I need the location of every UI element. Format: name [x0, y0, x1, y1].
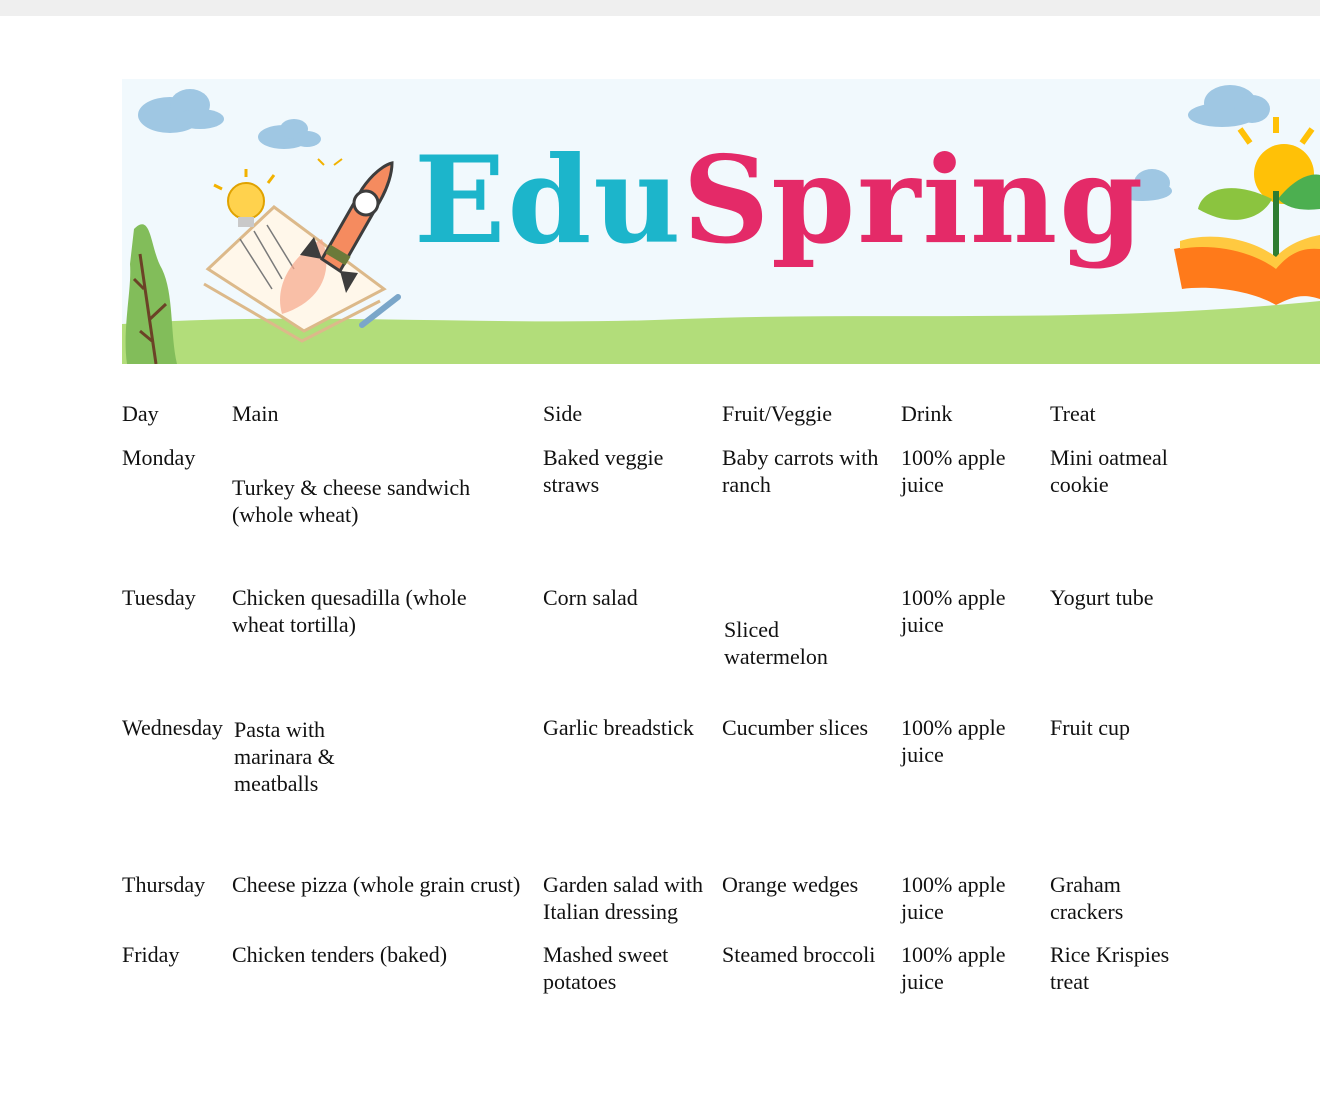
row-friday-drink: 100% apple juice — [901, 942, 1006, 994]
row-tuesday-main: Chicken quesadilla (whole wheat tortilla) — [232, 585, 467, 637]
row-wednesday-treat: Fruit cup — [1050, 715, 1131, 740]
header-day: Day — [122, 401, 159, 426]
row-thursday-day: Thursday — [122, 872, 206, 897]
row-wednesday-main: Pasta with marinara & meatballs — [234, 717, 335, 796]
brand-logo-part1: Edu — [414, 130, 683, 271]
row-thursday-main: Cheese pizza (whole grain crust) — [232, 872, 521, 897]
row-wednesday-drink: 100% apple juice — [901, 715, 1006, 767]
row-friday-treat: Rice Krispies treat — [1050, 942, 1170, 994]
header-fruit-veggie: Fruit/Veggie — [722, 401, 832, 426]
row-wednesday-fruit: Cucumber slices — [722, 715, 869, 740]
brand-logo — [414, 130, 1146, 271]
row-friday-main: Chicken tenders (baked) — [232, 942, 448, 967]
row-friday-fruit: Steamed broccoli — [722, 942, 876, 967]
row-monday-treat: Mini oatmeal cookie — [1050, 445, 1168, 497]
row-thursday-drink: 100% apple juice — [901, 872, 1006, 924]
row-wednesday-day: Wednesday — [122, 715, 223, 740]
row-tuesday-treat: Yogurt tube — [1050, 585, 1154, 610]
row-monday-day: Monday — [122, 445, 196, 470]
row-monday-side: Baked veggie straws — [543, 445, 664, 497]
header-banner — [122, 79, 1320, 364]
row-monday-fruit: Baby carrots with ranch — [722, 445, 879, 497]
row-thursday-treat: Graham crackers — [1050, 872, 1124, 924]
header-treat: Treat — [1050, 401, 1096, 426]
row-thursday-side: Garden salad with Italian dressing — [543, 872, 704, 924]
top-bar — [0, 0, 1320, 16]
row-tuesday-fruit: Sliced watermelon — [724, 617, 828, 669]
brand-logo-part2: Spring — [682, 130, 1146, 271]
row-tuesday-day: Tuesday — [122, 585, 196, 610]
row-monday-main: Turkey & cheese sandwich (whole wheat) — [232, 475, 471, 527]
row-tuesday-side: Corn salad — [543, 585, 638, 610]
row-tuesday-drink: 100% apple juice — [901, 585, 1006, 637]
header-side: Side — [543, 401, 583, 426]
header-drink: Drink — [901, 401, 953, 426]
header-main: Main — [232, 401, 279, 426]
row-friday-side: Mashed sweet potatoes — [543, 942, 669, 994]
row-monday-drink: 100% apple juice — [901, 445, 1006, 497]
row-friday-day: Friday — [122, 942, 180, 967]
row-thursday-fruit: Orange wedges — [722, 872, 859, 897]
row-wednesday-side: Garlic breadstick — [543, 715, 694, 740]
